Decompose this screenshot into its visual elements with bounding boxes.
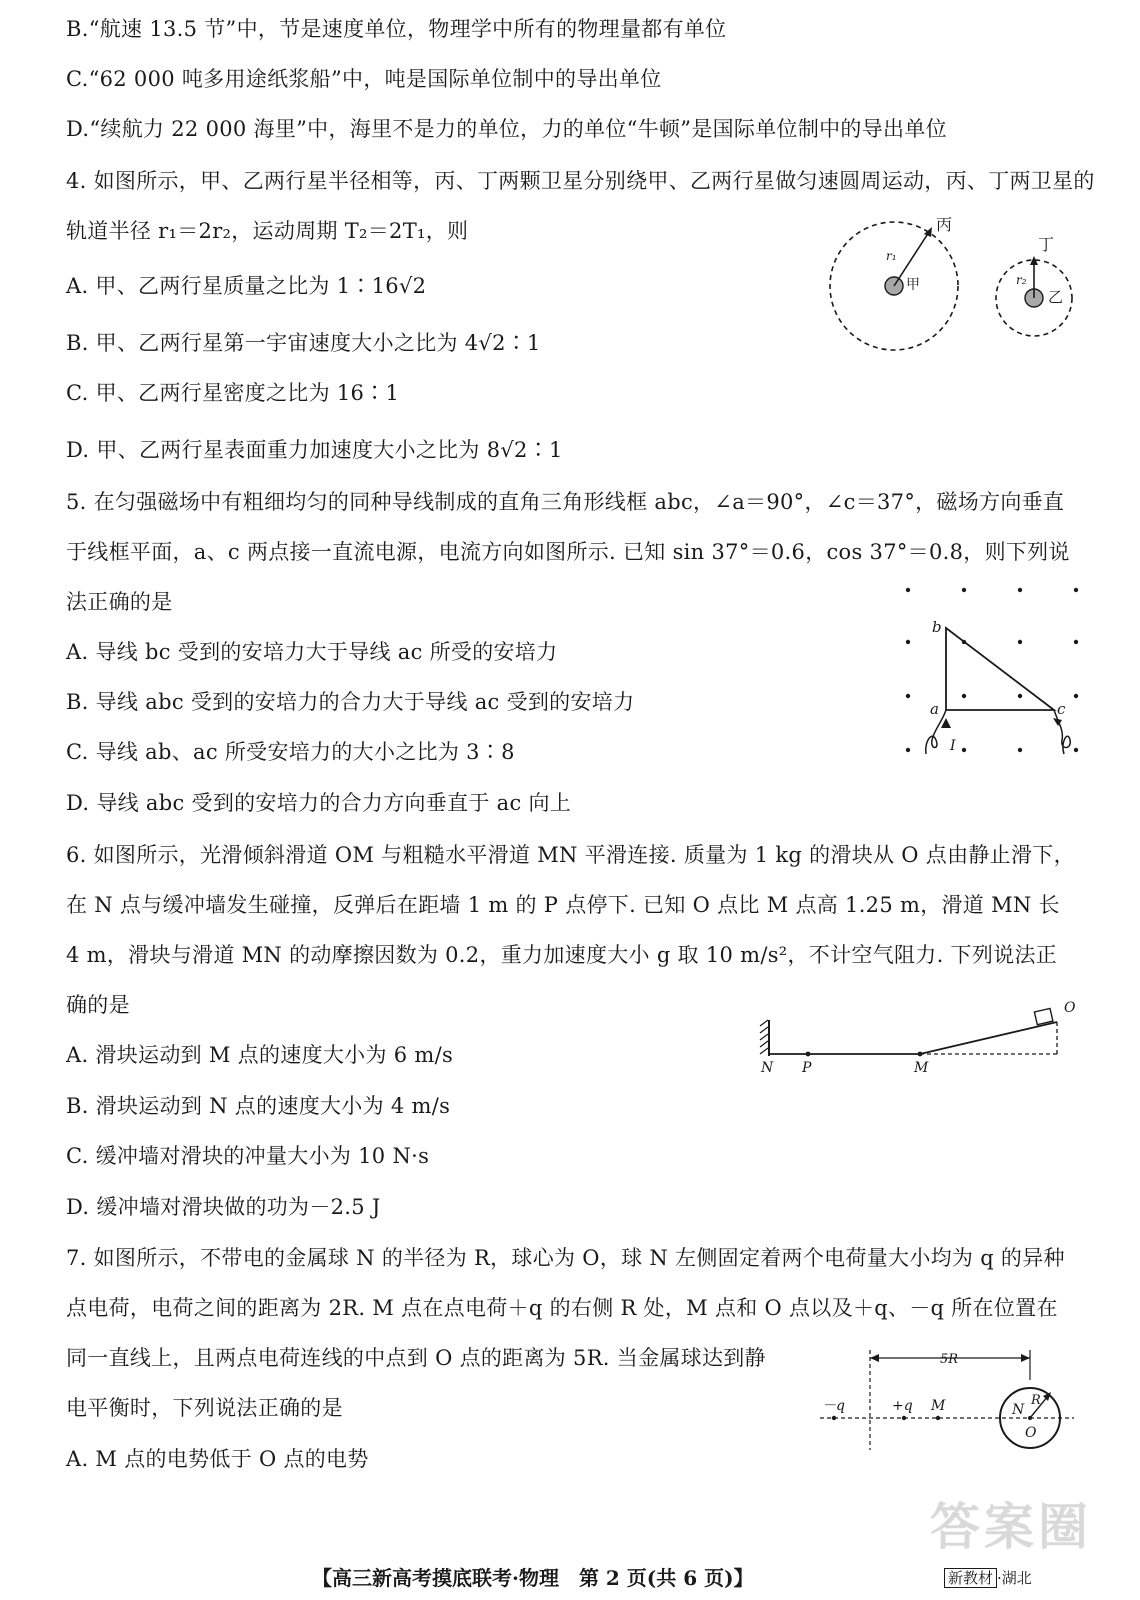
line-q7-stem-1: 7. 如图所示，不带电的金属球 N 的半径为 R，球心为 O，球 N 左侧固定着两个电荷量大小均为 q 的异种 <box>66 1246 1065 1270</box>
triangle-abc <box>946 628 1054 710</box>
q7-charges-figure <box>816 1344 1080 1456</box>
line-q4a: A. 甲、乙两行星质量之比为 1∶16√2 <box>66 274 427 298</box>
label-neg-q: －q <box>822 1398 845 1414</box>
label-N: N <box>1012 1402 1025 1418</box>
line-q5-stem-2: 于线框平面，a、c 两点接一直流电源，电流方向如图所示. 已知 sin 37°＝0.6，cos 37°＝0.8，则下列说 <box>66 540 1070 564</box>
q4-orbit-figure <box>826 212 1096 362</box>
line-q3b: B.“航速 13.5 节”中，节是速度单位，物理学中所有的物理量都有单位 <box>66 17 727 41</box>
label-pos-q: +q <box>892 1398 913 1414</box>
neg-charge <box>832 1416 836 1420</box>
line-q5d: D. 导线 abc 受到的安培力的合力方向垂直于 ac 向上 <box>66 791 572 815</box>
badge-rest: ·湖北 <box>997 1569 1032 1587</box>
label-b: b <box>932 618 942 636</box>
page-footer: 【高三新高考摸底联考·物理 第 2 页(共 6 页)】 <box>312 1566 754 1590</box>
line-q6c: C. 缓冲墙对滑块的冲量大小为 10 N·s <box>66 1144 430 1168</box>
label-5R: 5R <box>940 1352 959 1367</box>
point-p <box>806 1052 811 1057</box>
line-q5-stem-3: 法正确的是 <box>66 590 173 614</box>
line-q3c: C.“62 000 吨多用途纸浆船”中，吨是国际单位制中的导出单位 <box>66 67 662 91</box>
label-O: O <box>1025 1425 1037 1441</box>
slider-block <box>1034 1008 1053 1024</box>
label-P: P <box>802 1060 812 1076</box>
label-jia: 甲 <box>906 277 920 293</box>
label-yi: 乙 <box>1048 288 1064 306</box>
line-q6-stem-1: 6. 如图所示，光滑倾斜滑道 OM 与粗糙水平滑道 MN 平滑连接. 质量为 1 kg 的滑块从 O 点由静止滑下， <box>66 843 1075 867</box>
arrow-r1 <box>924 227 932 237</box>
magnetic-field-dots <box>906 588 1078 752</box>
line-q7-stem-3: 同一直线上，且两点电荷连线的中点到 O 点的距离为 5R. 当金属球达到静 <box>66 1346 766 1370</box>
label-M: M <box>914 1060 929 1076</box>
pos-charge <box>902 1416 906 1420</box>
line-q7a: A. M 点的电势低于 O 点的电势 <box>66 1447 369 1471</box>
line-q4b: B. 甲、乙两行星第一宇宙速度大小之比为 4√2∶1 <box>66 331 541 355</box>
line-q6-stem-3: 4 m，滑块与滑道 MN 的动摩擦因数为 0.2，重力加速度大小 g 取 10 m/s²，不计空气阻力. 下列说法正 <box>66 943 1058 967</box>
label-r2: r₂ <box>1016 273 1027 287</box>
line-q4c: C. 甲、乙两行星密度之比为 16∶1 <box>66 381 400 405</box>
label-O: O <box>1064 1000 1076 1016</box>
label-R: R <box>1031 1393 1041 1408</box>
line-q6a: A. 滑块运动到 M 点的速度大小为 6 m/s <box>66 1043 454 1067</box>
label-M: M <box>931 1398 946 1414</box>
line-q4d: D. 甲、乙两行星表面重力加速度大小之比为 8√2∶1 <box>66 438 563 462</box>
line-q4-stem-2: 轨道半径 r₁＝2r₂，运动周期 T₂＝2T₁，则 <box>66 219 469 243</box>
line-q6-stem-4: 确的是 <box>66 993 130 1017</box>
line-q3d: D.“续航力 22 000 海里”中，海里不是力的单位，力的单位“牛顿”是国际单位制中的导出单位 <box>66 117 947 141</box>
point-m <box>918 1052 923 1057</box>
point-M <box>936 1416 940 1420</box>
q6-slide-figure <box>752 1000 1082 1080</box>
line-q5a: A. 导线 bc 受到的安培力大于导线 ac 所受的安培力 <box>66 640 558 664</box>
track-om <box>920 1022 1057 1054</box>
watermark: 答案圈 <box>930 1497 1092 1556</box>
label-a: a <box>930 700 939 718</box>
badge-boxed: 新教材 <box>944 1568 997 1588</box>
line-q4-stem-1: 4. 如图所示，甲、乙两行星半径相等，丙、丁两颗卫星分别绕甲、乙两行星做匀速圆周运动，丙、丁两卫星的 <box>66 169 1095 193</box>
line-q5-stem-1: 5. 在匀强磁场中有粗细均匀的同种导线制成的直角三角形线框 abc，∠a＝90°，∠c＝37°，磁场方向垂直 <box>66 490 1065 514</box>
label-ding: 丁 <box>1038 235 1055 254</box>
edition-badge <box>944 1566 1084 1590</box>
line-q7-stem-2: 点电荷，电荷之间的距离为 2R. M 点在点电荷＋q 的右侧 R 处，M 点和 O 点以及＋q、－q 所在位置在 <box>66 1296 1058 1320</box>
line-q5b: B. 导线 abc 受到的安培力的合力大于导线 ac 受到的安培力 <box>66 690 635 714</box>
wall-hatch <box>760 1020 768 1054</box>
line-q6d: D. 缓冲墙对滑块做的功为－2.5 J <box>66 1195 381 1219</box>
line-q5c: C. 导线 ab、ac 所受安培力的大小之比为 3∶8 <box>66 740 515 764</box>
label-c: c <box>1057 700 1066 718</box>
line-q6-stem-2: 在 N 点与缓冲墙发生碰撞，反弹后在距墙 1 m 的 P 点停下. 已知 O 点比 M 点高 1.25 m，滑道 MN 长 <box>66 893 1060 917</box>
label-I: I <box>950 738 956 754</box>
label-r1: r₁ <box>886 249 897 263</box>
label-N: N <box>761 1060 774 1076</box>
label-bing: 丙 <box>936 215 953 234</box>
line-q6b: B. 滑块运动到 N 点的速度大小为 4 m/s <box>66 1094 451 1118</box>
q5-triangle-figure <box>894 580 1090 772</box>
line-q7-stem-4: 电平衡时，下列说法正确的是 <box>66 1396 343 1420</box>
